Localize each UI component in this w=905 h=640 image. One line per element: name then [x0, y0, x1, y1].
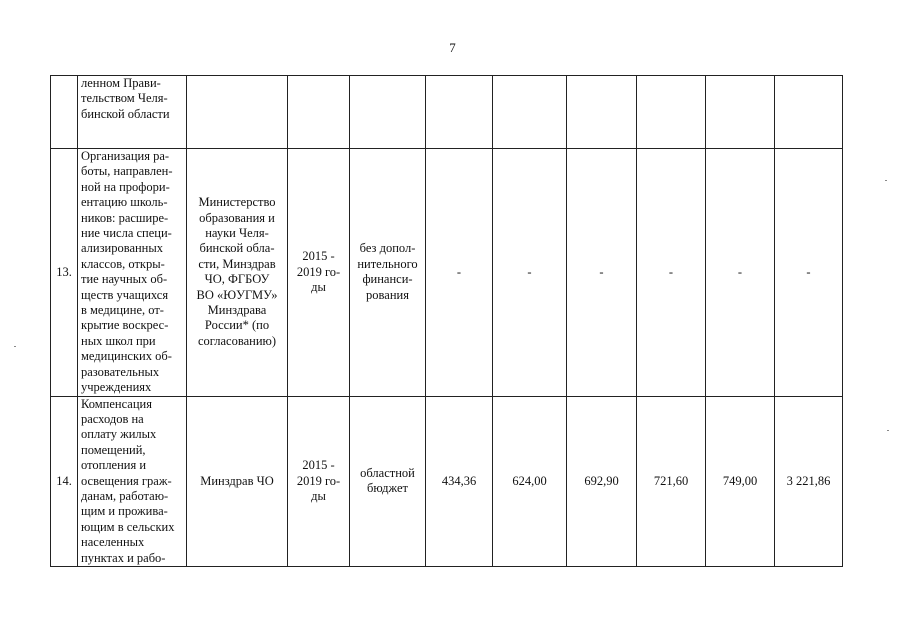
table-row — [51, 149, 843, 397]
amount-cell — [493, 76, 567, 149]
cell-text-line: отопления и — [81, 458, 147, 473]
funding-source-cell — [350, 396, 426, 566]
amount-cell — [706, 396, 775, 566]
amount-cell — [706, 76, 775, 149]
row-number: 13. — [56, 264, 72, 279]
cell-text-line: ентацию школь- — [81, 195, 168, 210]
scan-speck — [885, 180, 887, 181]
amount-cell — [567, 149, 637, 397]
program-table — [50, 75, 843, 567]
cell-text-line: данам, работаю- — [81, 488, 169, 503]
row-number-cell — [51, 396, 78, 566]
cell-text-line: Организация ра- — [81, 149, 170, 163]
cell-text-line: финанси- — [362, 272, 413, 287]
amount-cell — [775, 149, 843, 397]
cell-text-line: ализированных — [81, 241, 164, 256]
amount-cell — [775, 76, 843, 149]
cell-text-line: медицинских об- — [81, 349, 172, 364]
period-cell — [288, 149, 350, 397]
period-cell — [288, 76, 350, 149]
cell-text-line: разовательных — [81, 364, 160, 379]
cell-text-line: России* (по — [204, 318, 270, 333]
cell-text-line: оплату жилых — [81, 427, 157, 442]
cell-text-line: ных школ при — [81, 333, 156, 348]
funding-source-cell — [350, 149, 426, 397]
cell-text-line: ников: расшире- — [81, 210, 169, 225]
cell-text-line: 2015 - — [302, 249, 335, 264]
cell-text-line: согласованию) — [197, 333, 277, 348]
row-number-cell — [51, 149, 78, 397]
amount-value: 721,60 — [653, 473, 689, 488]
cell-text-line: учреждениях — [81, 380, 152, 395]
cell-text-line: сти, Минздрав — [198, 256, 276, 271]
cell-text-line: крытие воскрес- — [81, 318, 169, 333]
executor-cell — [187, 76, 288, 149]
row-number: 14. — [56, 473, 72, 488]
activity-cell — [78, 76, 187, 149]
cell-text-line: 2019 го- — [296, 473, 341, 488]
cell-text-line: ние числа специ- — [81, 226, 172, 241]
amount-cell — [775, 396, 843, 566]
cell-text-line: науки Челя- — [205, 226, 269, 241]
activity-cell — [78, 149, 187, 397]
cell-text-line: ной на профори- — [81, 179, 170, 194]
amount-cell — [637, 396, 706, 566]
cell-text-line: образования и — [199, 210, 275, 225]
amount-cell — [426, 76, 493, 149]
amount-value: - — [456, 264, 462, 279]
cell-text-line: ющим в сельских — [81, 519, 175, 534]
amount-value: 3 221,86 — [786, 473, 831, 488]
cell-text-line: ВО «ЮУГМУ» — [196, 287, 278, 302]
cell-text-line: Минздрав ЧО — [200, 473, 274, 488]
table-row — [51, 396, 843, 566]
row-number-cell — [51, 76, 78, 149]
cell-text-line: тие научных об- — [81, 272, 168, 287]
cell-text-line: в медицине, от- — [81, 303, 164, 318]
amount-cell — [493, 149, 567, 397]
cell-text-line: ЧО, ФГБОУ — [204, 272, 270, 287]
cell-text-line: освещения граж- — [81, 473, 172, 488]
amount-cell — [426, 396, 493, 566]
cell-text-line: 2015 - — [302, 458, 335, 473]
amount-cell — [637, 76, 706, 149]
cell-text-line: ды — [311, 279, 326, 294]
cell-text-line: 2019 го- — [296, 264, 341, 279]
cell-text-line: ды — [311, 488, 326, 503]
cell-text-line: ществ учащихся — [81, 287, 169, 302]
amount-cell — [706, 149, 775, 397]
cell-text-line: тельством Челя- — [81, 91, 168, 106]
amount-cell — [426, 149, 493, 397]
scan-speck — [887, 430, 889, 431]
cell-text-line: Компенсация — [81, 396, 152, 411]
activity-cell — [78, 396, 187, 566]
cell-text-line: классов, откры- — [81, 256, 165, 271]
cell-text-line: Минздрава — [207, 303, 267, 318]
amount-value: 624,00 — [512, 473, 547, 488]
cell-text-line: щим и прожива- — [81, 504, 168, 519]
amount-value: - — [737, 264, 743, 279]
cell-text-line: рования — [366, 287, 409, 302]
cell-text-line: бинской области — [81, 106, 170, 121]
cell-text-line: нительного — [357, 256, 418, 271]
scan-speck — [14, 346, 16, 347]
cell-text-line: помещений, — [81, 442, 146, 457]
amount-value: 749,00 — [722, 473, 758, 488]
amount-value: - — [668, 264, 674, 279]
cell-text-line: областной — [360, 465, 415, 480]
executor-cell — [187, 396, 288, 566]
cell-text-line: пунктах и рабо- — [81, 550, 166, 565]
cell-text-line: населенных — [81, 535, 145, 550]
cell-text-line: без допол- — [359, 241, 416, 256]
amount-value: 434,36 — [441, 473, 477, 488]
cell-text-line: Министерство — [198, 195, 276, 210]
amount-value: 692,90 — [584, 473, 619, 488]
cell-text-line: бюджет — [367, 481, 408, 496]
cell-text-line: расходов на — [81, 411, 144, 426]
cell-text-line: боты, направлен- — [81, 164, 173, 179]
period-cell — [288, 396, 350, 566]
funding-source-cell — [350, 76, 426, 149]
amount-cell — [567, 396, 637, 566]
amount-value: - — [806, 264, 811, 279]
page-number: 7 — [449, 40, 456, 55]
amount-cell — [637, 149, 706, 397]
amount-cell — [567, 76, 637, 149]
amount-value: - — [527, 264, 532, 279]
cell-text-line: ленном Прави- — [81, 76, 161, 90]
table-row — [51, 76, 843, 149]
amount-value: - — [599, 264, 604, 279]
executor-cell — [187, 149, 288, 397]
cell-text-line: бинской обла- — [199, 241, 275, 256]
amount-cell — [493, 396, 567, 566]
